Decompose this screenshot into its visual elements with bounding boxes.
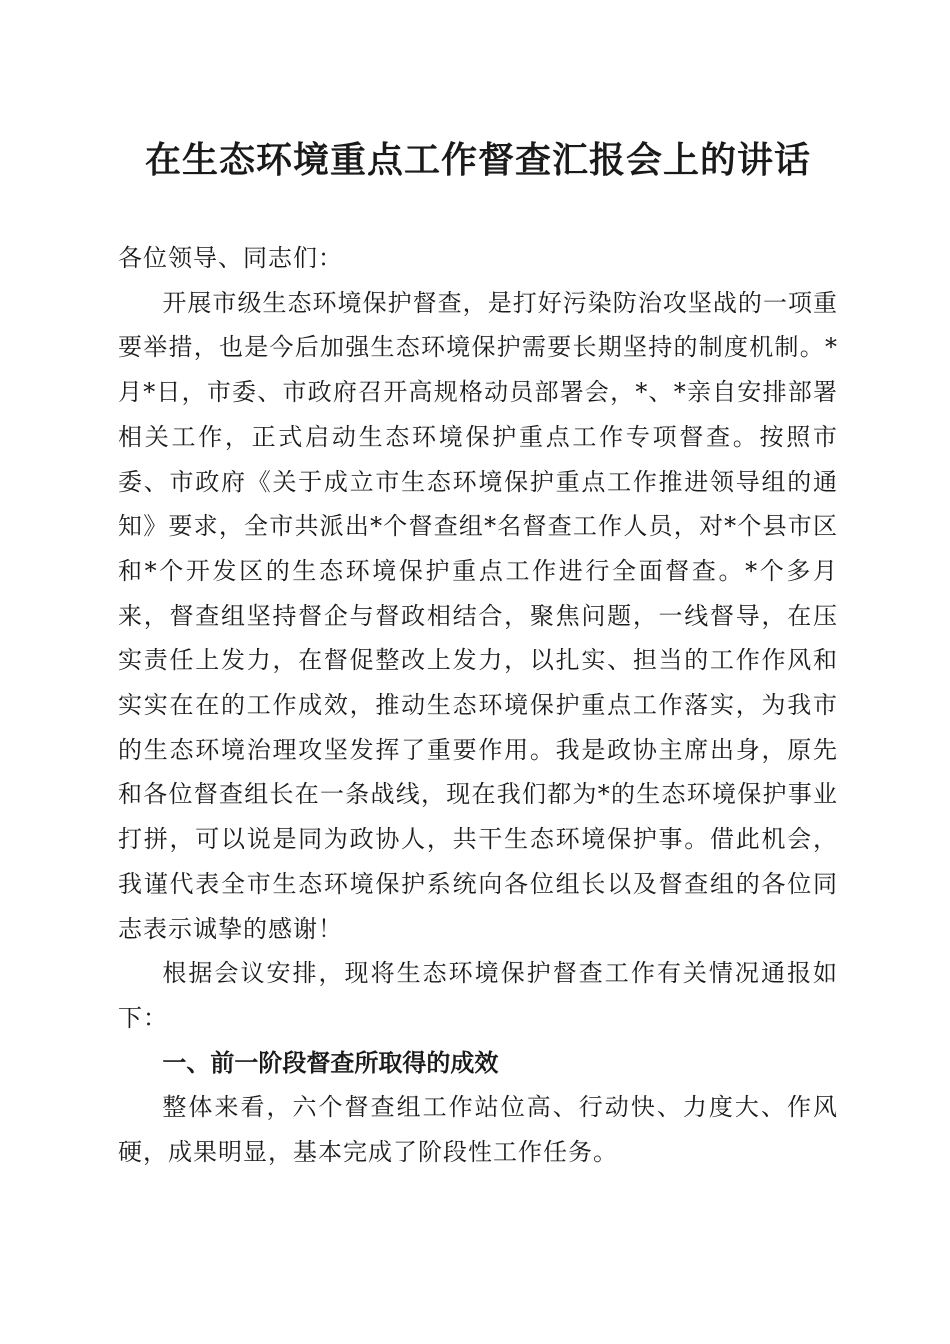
salutation: 各位领导、同志们： bbox=[118, 244, 343, 272]
paragraph-section-body: 整体来看，六个督查组工作站位高、行动快、力度大、作风硬，成果明显，基本完成了阶段性工作任务。 bbox=[118, 1093, 838, 1167]
document-title: 在生态环境重点工作督查汇报会上的讲话 bbox=[144, 139, 811, 181]
document-page bbox=[118, 130, 838, 1175]
paragraph-report-intro: 根据会议安排，现将生态环境保护督查工作有关情况通报如下： bbox=[118, 959, 838, 1032]
section-heading: 一、前一阶段督查所取得的成效 bbox=[162, 1048, 499, 1077]
paragraph-opening: 开展市级生态环境保护督查，是打好污染防治攻坚战的一项重要举措，也是今后加强生态环境保护需要长期坚持的制度机制。*月*日，市委、市政府召开高规格动员部署会，*、*亲自安排部署相关工作，正式启动生态环境保护重点工作专项督查。按照市委、市政府《关于成立市生态环境保护重点工作推进领导组的通知》要求，全市共派出*个督查组*名督查工作人员，对*个县市区和*个开发区的生态环境保护重点工作进行全面督查。*个多月来，督查组坚持督企与督政相结合，聚焦问题，一线督导，在压实责任上发力，在督促整改上发力，以扎实、担当的工作作风和实实在在的工作成效，推动生态环境保护重点工作落实，为我市的生态环境治理攻坚发挥了重要作用。我是政协主席出身，原先和各位督查组长在一条战线，现在我们都为*的生态环境保护事业打拼，可以说是同为政协人，共干生态环境保护事。借此机会，我谨代表全市生态环境保护系统向各位组长以及督查组的各位同志表示诚挚的感谢！ bbox=[118, 288, 838, 943]
